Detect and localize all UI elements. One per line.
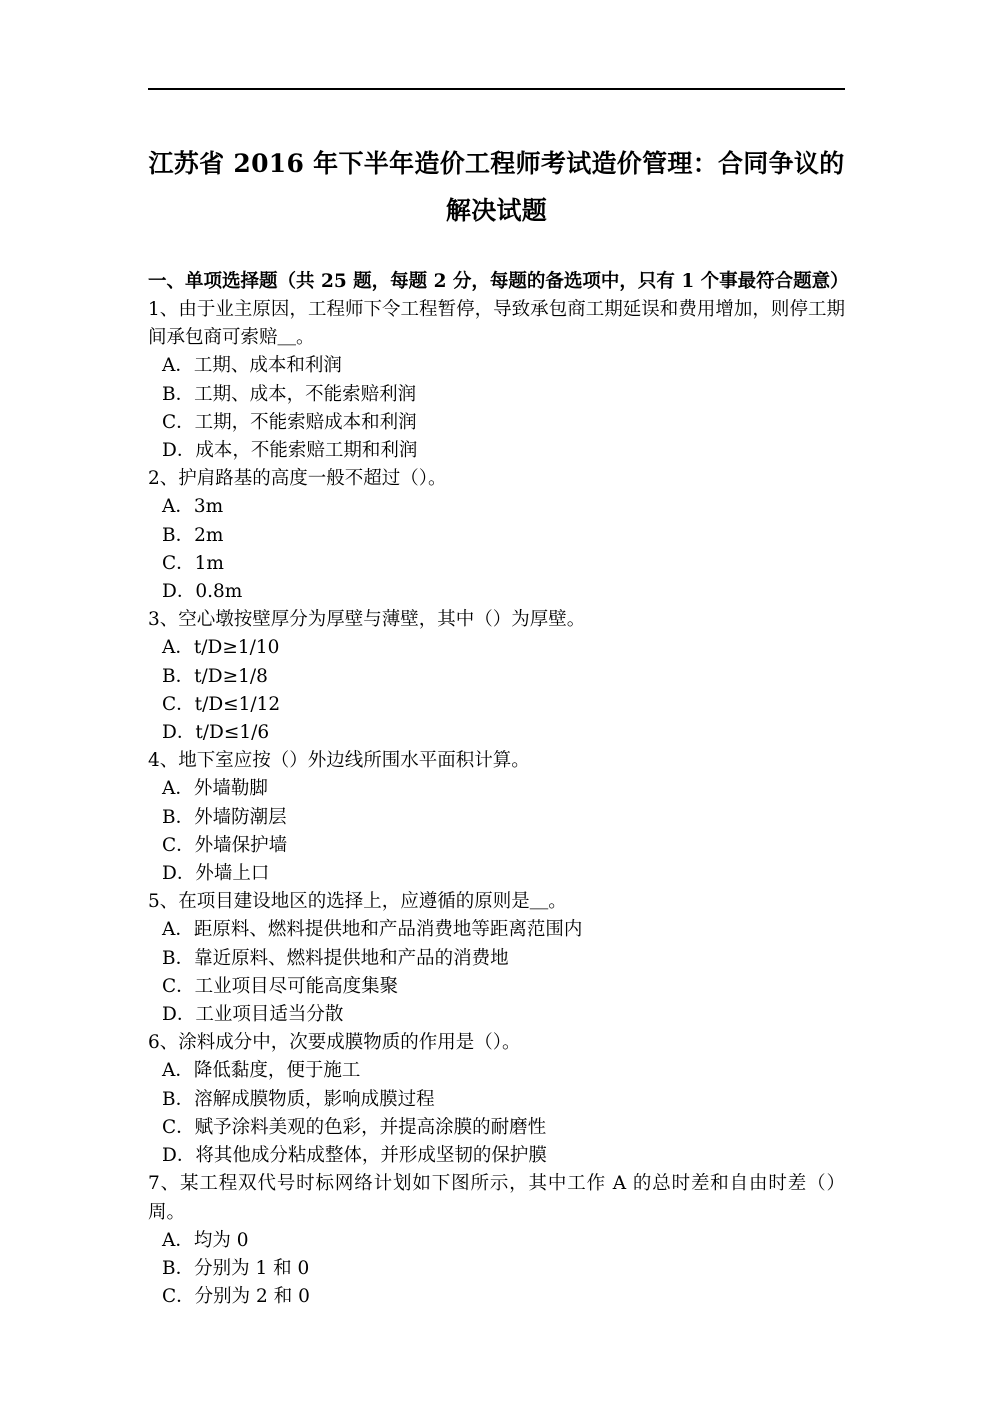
option-label: C．: [162, 834, 195, 856]
question-block: [148, 888, 845, 1029]
option-text: 外墙上口: [195, 863, 270, 885]
option-label: D．: [162, 722, 196, 744]
option-item[interactable]: [148, 1114, 845, 1142]
option-text: t/D≤1/12: [194, 693, 281, 715]
option-text: 工期，不能索赔成本和利润: [194, 411, 417, 433]
question-number: 3、: [148, 609, 179, 631]
option-text: t/D≤1/6: [195, 722, 270, 744]
option-text: 降低黏度，便于施工: [193, 1060, 361, 1082]
option-item[interactable]: [148, 522, 845, 550]
question-block: [148, 606, 845, 747]
option-text: 工期、成本，不能索赔利润: [194, 383, 417, 405]
option-item[interactable]: [148, 437, 845, 465]
option-text: 成本，不能索赔工期和利润: [195, 440, 418, 462]
option-text: 1m: [194, 552, 224, 574]
option-text: 外墙防潮层: [194, 806, 287, 828]
option-text: t/D≥1/8: [194, 665, 268, 687]
option-list: [148, 1227, 845, 1312]
option-list: [148, 352, 845, 465]
question-text: [148, 606, 845, 634]
option-text: 距原料、燃料提供地和产品消费地等距离范围内: [193, 919, 583, 941]
option-item[interactable]: [148, 493, 845, 521]
question-body: 涂料成分中，次要成膜物质的作用是（）。: [178, 1032, 521, 1054]
option-item[interactable]: [148, 663, 845, 691]
option-label: B．: [162, 1088, 195, 1110]
option-label: C．: [162, 1116, 195, 1138]
option-label: D．: [162, 863, 196, 885]
document-body: [148, 268, 849, 1311]
option-item[interactable]: [148, 804, 845, 832]
option-label: B．: [162, 806, 195, 828]
option-text: 0.8m: [195, 581, 243, 603]
option-label: A．: [162, 355, 194, 377]
option-item[interactable]: [148, 973, 845, 1001]
option-list: [148, 493, 845, 606]
option-text: 分别为 1 和 0: [194, 1257, 310, 1279]
option-label: A．: [162, 1060, 194, 1082]
option-item[interactable]: [148, 578, 845, 606]
option-label: C．: [162, 411, 195, 433]
page-title: 江苏省 2016 年下半年造价工程师考试造价管理：合同争议的解决试题: [148, 149, 845, 225]
question-text: [148, 888, 845, 916]
option-label: B．: [162, 524, 195, 546]
option-item[interactable]: [148, 409, 845, 437]
option-text: 分别为 2 和 0: [194, 1286, 310, 1308]
option-text: 将其他成分粘成整体，并形成坚韧的保护膜: [195, 1145, 547, 1167]
option-label: B．: [162, 1257, 195, 1279]
option-text: 均为 0: [193, 1229, 249, 1251]
option-item[interactable]: [148, 1086, 845, 1114]
option-label: A．: [162, 919, 194, 941]
option-item[interactable]: [148, 832, 845, 860]
option-item[interactable]: [148, 1001, 845, 1029]
title-container: [148, 140, 845, 234]
question-number: 5、: [148, 891, 179, 913]
option-label: A．: [162, 496, 194, 518]
option-item[interactable]: [148, 916, 845, 944]
option-label: D．: [162, 440, 196, 462]
option-label: D．: [162, 1145, 196, 1167]
option-list: [148, 775, 845, 888]
question-body: 某工程双代号时标网络计划如下图所示，其中工作 A 的总时差和自由时差（）周。: [148, 1173, 845, 1223]
option-item[interactable]: [148, 1057, 845, 1085]
question-text: [148, 296, 845, 352]
option-item[interactable]: [148, 860, 845, 888]
question-block: [148, 465, 845, 606]
option-item[interactable]: [148, 775, 845, 803]
section-heading: 一、单项选择题（共 25 题，每题 2 分，每题的备选项中，只有 1 个事最符合题意）: [148, 271, 849, 292]
option-list: [148, 634, 845, 747]
question-body: 地下室应按（）外边线所围水平面积计算。: [178, 750, 530, 772]
option-label: D．: [162, 1004, 196, 1026]
question-number: 2、: [148, 468, 179, 490]
option-text: 2m: [194, 524, 224, 546]
option-text: 工期、成本和利润: [193, 355, 342, 377]
question-number: 7、: [148, 1173, 180, 1195]
option-text: 外墙勒脚: [193, 778, 268, 800]
option-item[interactable]: [148, 352, 845, 380]
question-text: [148, 1170, 845, 1226]
option-list: [148, 1057, 845, 1170]
option-label: B．: [162, 383, 195, 405]
question-text: [148, 747, 845, 775]
option-item[interactable]: [148, 1255, 845, 1283]
option-label: C．: [162, 1286, 195, 1308]
option-item[interactable]: [148, 1227, 845, 1255]
question-block: [148, 1029, 845, 1170]
question-body: 由于业主原因，工程师下令工程暂停，导致承包商工期延误和费用增加，则停工期间承包商可索赔＿。: [148, 299, 845, 349]
option-label: B．: [162, 665, 195, 687]
option-label: B．: [162, 947, 195, 969]
option-label: C．: [162, 975, 195, 997]
question-body: 空心墩按壁厚分为厚壁与薄壁，其中（）为厚壁。: [178, 609, 586, 631]
option-text: t/D≥1/10: [193, 637, 280, 659]
question-body: 护肩路基的高度一般不超过（）。: [178, 468, 447, 490]
option-text: 工业项目适当分散: [195, 1004, 344, 1026]
option-item[interactable]: [148, 550, 845, 578]
option-list: [148, 916, 845, 1029]
option-label: A．: [162, 637, 194, 659]
option-item[interactable]: [148, 691, 845, 719]
option-text: 靠近原料、燃料提供地和产品的消费地: [194, 947, 509, 969]
question-body: 在项目建设地区的选择上，应遵循的原则是＿。: [178, 891, 567, 913]
option-text: 外墙保护墙: [194, 834, 288, 856]
option-item[interactable]: [148, 1142, 845, 1170]
question-text: [148, 465, 845, 493]
question-block: [148, 747, 845, 888]
option-item[interactable]: [148, 381, 845, 409]
option-label: A．: [162, 778, 194, 800]
question-text: [148, 1029, 845, 1057]
option-item[interactable]: [148, 719, 845, 747]
option-item[interactable]: [148, 1283, 845, 1311]
option-label: C．: [162, 693, 195, 715]
question-number: 1、: [148, 299, 179, 320]
option-item[interactable]: [148, 634, 845, 662]
option-label: A．: [162, 1229, 194, 1251]
option-label: C．: [162, 552, 195, 574]
option-text: 赋予涂料美观的色彩，并提高涂膜的耐磨性: [194, 1116, 547, 1138]
question-number: 4、: [148, 750, 179, 772]
question-number: 6、: [148, 1032, 179, 1054]
option-text: 工业项目尽可能高度集聚: [194, 975, 399, 997]
question-block: [148, 296, 845, 465]
option-text: 3m: [193, 496, 224, 518]
option-label: D．: [162, 581, 196, 603]
question-block: [148, 1170, 845, 1311]
header-divider: [148, 88, 845, 90]
option-item[interactable]: [148, 945, 845, 973]
option-text: 溶解成膜物质，影响成膜过程: [194, 1088, 435, 1110]
